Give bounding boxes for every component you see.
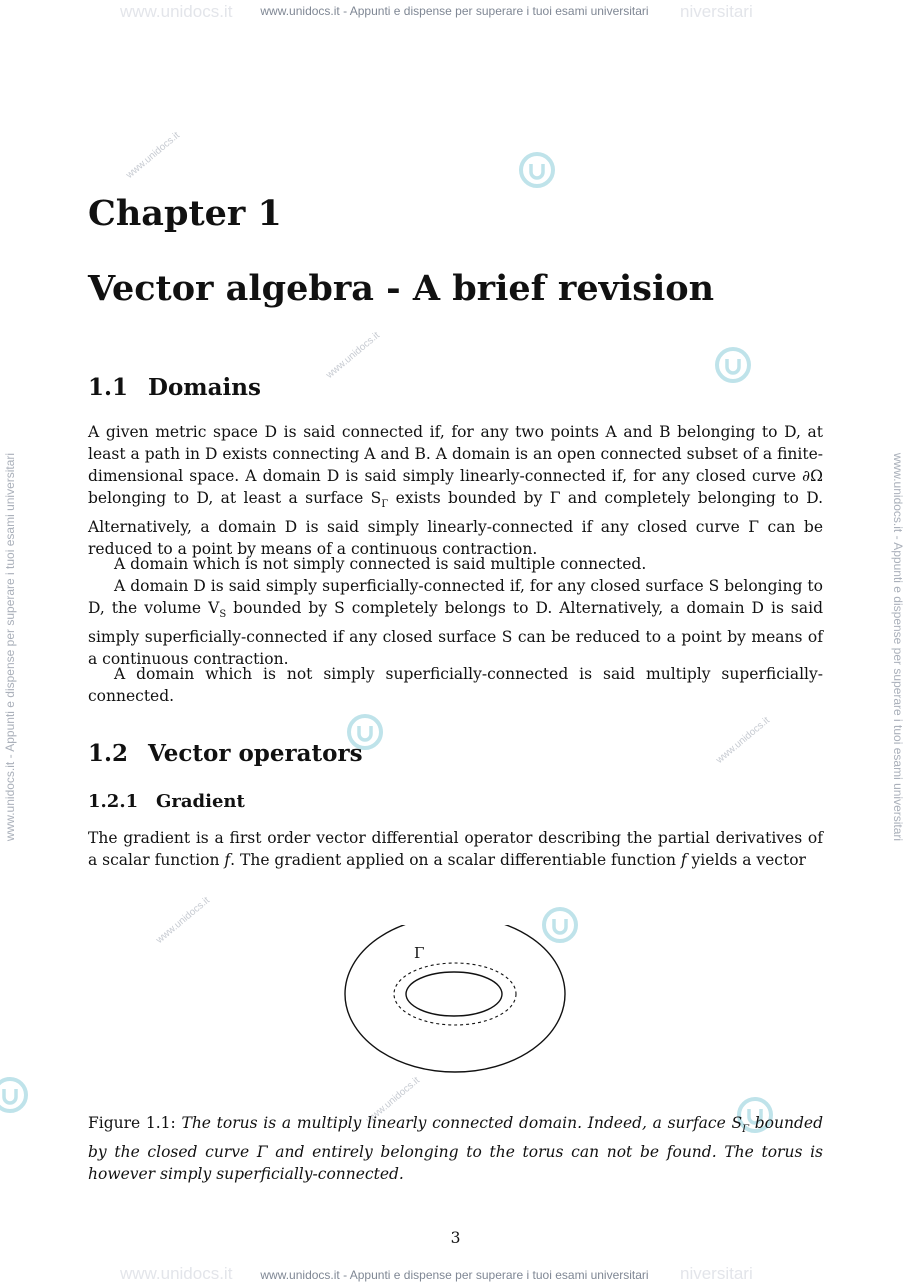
watermark-ghost-top: www.unidocs.it [120, 2, 233, 21]
watermark-ghost-top-right: niversitari [680, 2, 753, 21]
paragraph: A given metric space D is said connected if, for any two points A and B belonging to D, at least a path in D exists connecting A and B. A domain is an open connected subset of a finite-dimensional space. A domain D is said simply linearly-connected if, for any closed curve ∂Ω belonging to D, at least a surface $S_\Gamma$ exists bounded by Γ and completely belonging to D. Alternatively, a domain D is said simply linearly-connected if any closed curve Γ can be reduced to a point by means of a continuous contraction. [88, 423, 823, 559]
subsection-heading-gradient [88, 791, 245, 812]
watermark-diagonal: www.unidocs.it [324, 330, 382, 381]
paragraph: A domain which is not simply superficially-connected is said multiply superficially-connected. [88, 665, 823, 705]
paragraph: A domain D is said simply superficially-connected if, for any closed surface S belonging to D, the volume $V_S$ bounded by S completely belongs to D. Alternatively, a domain D is said simply superficially-connected if any closed surface S can be reduced to a point by means of a continuous contraction. [88, 577, 823, 669]
figure-caption: Figure 1.1: The torus is a multiply linearly connected domain. Indeed, a surface $S_\Gamma$ bounded by the closed curve Γ and entirely belonging to the torus can not be found. The torus is however simply superficially-connected. [88, 1114, 823, 1184]
watermark-side-left: www.unidocs.it - Appunti e dispense per superare i tuoi esami universitari [3, 452, 17, 842]
figure-label: Figure 1.1: [88, 1114, 176, 1132]
curve-label: Γ [414, 944, 425, 962]
watermark-ghost-bottom-right: niversitari [680, 1264, 753, 1283]
watermark-top: www.unidocs.it - Appunti e dispense per superare i tuoi esami universitari [260, 4, 649, 18]
page-number: 3 [450, 1229, 461, 1247]
chapter-label: Chapter 1 [88, 193, 282, 234]
section-number: 1.2 [88, 740, 129, 767]
section-heading-vector-operators [88, 740, 363, 767]
section-number: 1.1 [88, 374, 129, 401]
subsection-number: 1.2.1 [88, 791, 139, 812]
watermark-ghost-bottom: www.unidocs.it [120, 1264, 233, 1283]
subsection-title: Gradient [156, 791, 245, 812]
watermark-diagonal: www.unidocs.it [124, 130, 182, 181]
watermark-diagonal: www.unidocs.it [714, 715, 772, 766]
section-title: Domains [148, 374, 261, 401]
torus-inner-hole [406, 972, 502, 1016]
unidocs-logo-icon [0, 1075, 30, 1115]
watermark-diagonal: www.unidocs.it [154, 895, 212, 946]
unidocs-logo-icon [517, 150, 557, 190]
unidocs-logo-icon [713, 345, 753, 385]
section-title: Vector operators [148, 740, 363, 767]
watermark-diagonal: www.unidocs.it [364, 1075, 422, 1126]
watermark-bottom: www.unidocs.it - Appunti e dispense per superare i tuoi esami universitari [260, 1268, 649, 1282]
chapter-title: Vector algebra - A brief revision [88, 268, 715, 309]
watermark-side-right: www.unidocs.it - Appunti e dispense per superare i tuoi esami universitari [891, 452, 905, 842]
paragraph: A domain which is not simply connected is said multiple connected. [114, 555, 647, 573]
paragraph: The gradient is a first order vector differential operator describing the partial derivatives of a scalar function f. The gradient applied on a scalar differentiable function f yields a vector [88, 829, 823, 869]
torus-figure [340, 925, 572, 1083]
section-heading-domains [88, 374, 261, 401]
torus-outer-boundary [345, 925, 565, 1072]
